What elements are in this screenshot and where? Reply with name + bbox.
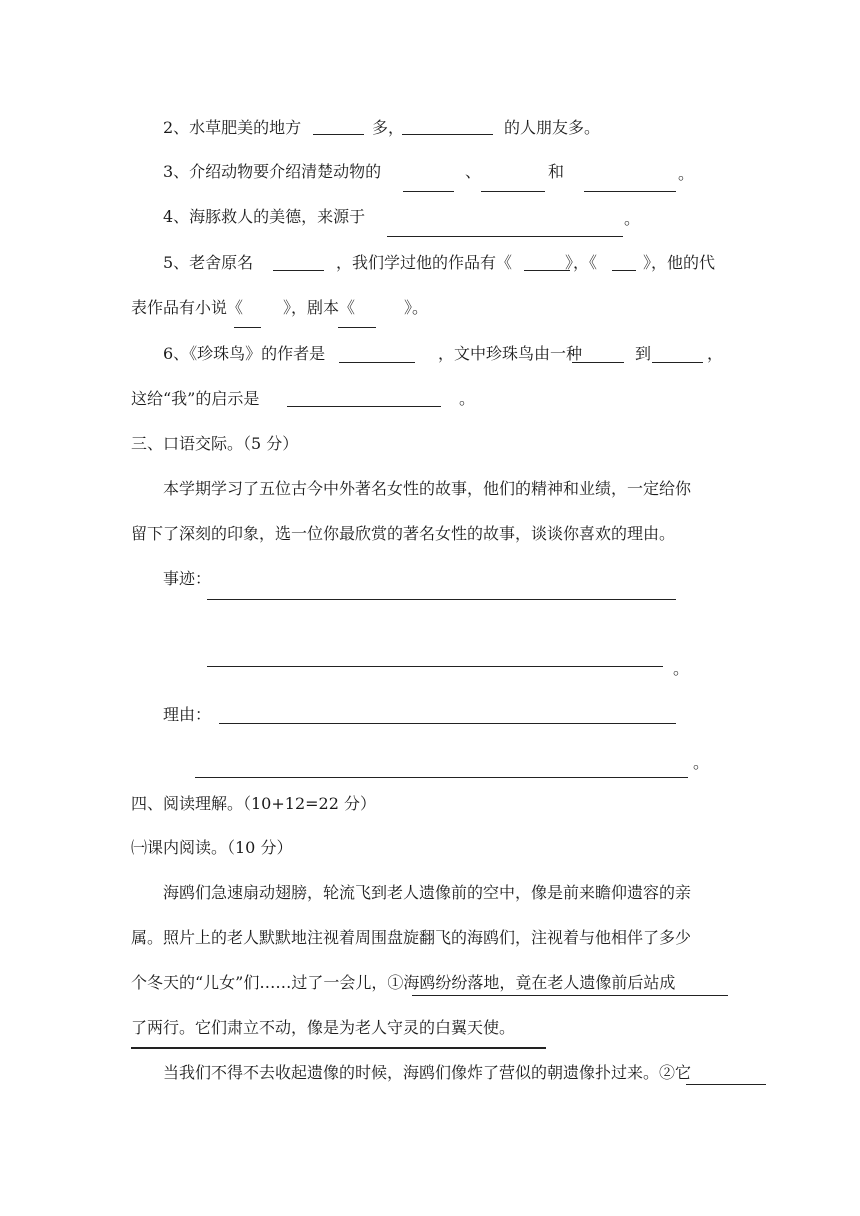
q5-blank-3[interactable] [612, 270, 636, 271]
q5-text-a: 5、老舍原名 [163, 253, 254, 272]
q5-text-c: 》，《 [565, 253, 598, 272]
q6-text-b: ，文中珍珠鸟由一种 [438, 344, 583, 363]
sentence-1-underline-a [412, 995, 728, 996]
q3-blank-1[interactable] [403, 191, 454, 192]
q6-blank-1[interactable] [339, 362, 415, 363]
reading-line-1: 海鸥们急速扇动翅膀，轮流飞到老人遗像前的空中，像是前来瞻仰遗容的亲 [163, 883, 692, 902]
q6-blank-3[interactable] [652, 362, 703, 363]
deeds-answer-line-2[interactable] [207, 666, 663, 667]
q4-blank[interactable] [387, 236, 623, 237]
underlined-sentence-2-start: ②它 [659, 1063, 692, 1082]
q6-text-a: 6、《珍珠鸟》的作者是 [163, 344, 326, 363]
q5-text-d: 》，他的代 [643, 253, 716, 272]
q4-text-a: 4、海豚救人的美德，来源于 [163, 207, 366, 226]
q6-blank-4[interactable] [287, 406, 441, 407]
underlined-sentence-1-end: 了两行。它们肃立不动，像是为老人守灵的白翼天使。 [131, 1018, 516, 1037]
reason-answer-line-2[interactable] [195, 777, 688, 778]
q4-end: 。 [624, 209, 641, 228]
section-4-title: 四、阅读理解。（10+12=22 分） [131, 794, 376, 813]
q3-sep-2: 和 [548, 162, 565, 181]
q6-blank-2[interactable] [572, 362, 624, 363]
section-3-paragraph-2: 留下了深刻的印象，选一位你最欣赏的著名女性的故事，谈谈你喜欢的理由。 [131, 524, 676, 543]
q3-text-a: 3、介绍动物要介绍清楚动物的 [163, 162, 382, 181]
q5-blank-4[interactable] [234, 327, 261, 328]
q5-text-e: 表作品有小说《 [131, 298, 244, 317]
q2-blank-1[interactable] [313, 134, 364, 135]
q6-text-c: 到 [635, 344, 652, 363]
q3-end: 。 [678, 164, 695, 183]
q3-sep-1: 、 [465, 162, 482, 181]
reading-line-5 [163, 1063, 691, 1083]
q6-text-e: 这给“我”的启示是 [131, 389, 260, 408]
deeds-end: 。 [673, 659, 690, 678]
q2-text-c: 的人朋友多。 [504, 118, 601, 137]
deeds-label: 事迹： [163, 569, 212, 588]
q5-blank-2[interactable] [524, 270, 570, 271]
reason-label: 理由： [163, 705, 212, 724]
q6-text-d: ， [707, 344, 724, 363]
q2-blank-2[interactable] [402, 134, 493, 135]
q2-text-a: 2、水草肥美的地方 [163, 118, 302, 137]
reading-line-3 [131, 973, 675, 993]
reading-line-2: 属。照片上的老人默默地注视着周围盘旋翻飞的海鸥们，注视着与他相伴了多少 [131, 928, 692, 947]
q5-text-f: 》，剧本《 [283, 298, 356, 317]
q5-blank-5[interactable] [338, 327, 376, 328]
q5-text-g: 》。 [404, 298, 429, 317]
q5-text-b: ，我们学过他的作品有《 [336, 253, 513, 272]
sentence-1-underline-b [131, 1047, 546, 1049]
q3-blank-3[interactable] [584, 191, 676, 192]
section-3-title: 三、口语交际。（5 分） [131, 434, 299, 453]
reading-line-5-plain: 当我们不得不去收起遗像的时候，海鸥们像炸了营似的朝遗像扑过来。 [163, 1063, 660, 1082]
reason-end: 。 [693, 753, 710, 772]
q5-blank-1[interactable] [273, 270, 324, 271]
q2-text-b: 多， [372, 118, 405, 137]
deeds-answer-line-1[interactable] [207, 599, 676, 600]
section-4-subtitle: ㈠课内阅读。（10 分） [131, 838, 293, 857]
section-3-paragraph-1: 本学期学习了五位古今中外著名女性的故事，他们的精神和业绩，一定给你 [163, 479, 692, 498]
q6-end: 。 [459, 389, 476, 408]
reading-line-3-plain: 个冬天的“儿女”们……过了一会儿， [131, 973, 388, 992]
q2-line [163, 118, 301, 138]
sentence-2-underline [686, 1084, 766, 1085]
reason-answer-line-1[interactable] [219, 723, 676, 724]
underlined-sentence-1-start: ①海鸥纷纷落地，竟在老人遗像前后站成 [387, 973, 676, 992]
q3-blank-2[interactable] [481, 191, 545, 192]
